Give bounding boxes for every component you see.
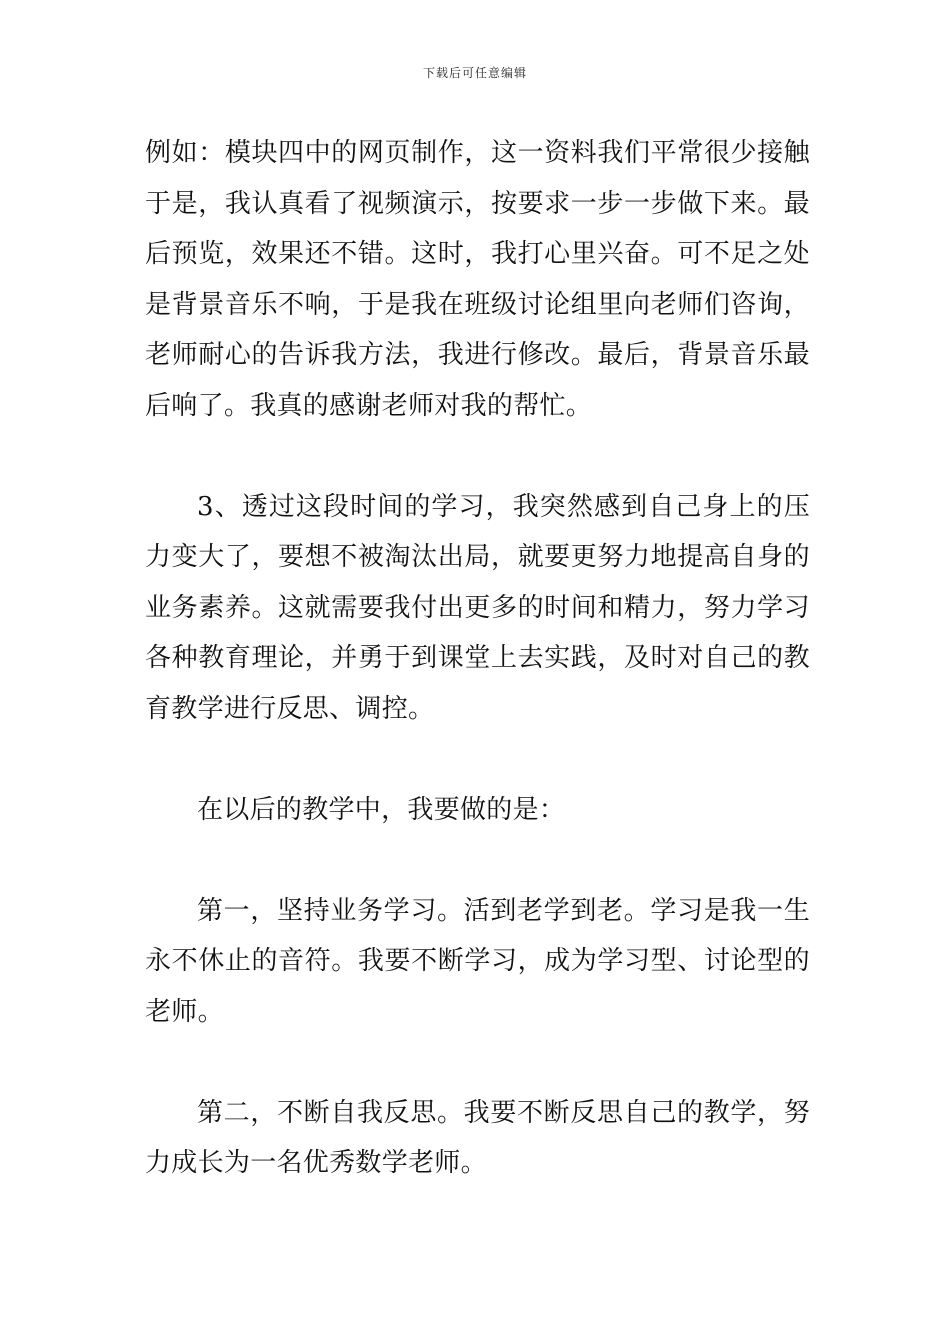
page-header: 下载后可任意编辑 [422,66,527,80]
paragraph-spacer [145,734,810,785]
paragraph-spacer [145,835,810,886]
document-body [145,128,810,1189]
paragraph-module-four-example: 例如：模块四中的网页制作，这一资料我们平常很少接触于是，我认真看了视频演示，按要求一步一步做下来。最后预览，效果还不错。这时，我打心里兴奋。可不足之处是背景音乐不响，于是我在班级讨论组里向老师们咨询，老师耐心的告诉我方法，我进行修改。最后，背景音乐最后响了。我真的感谢老师对我的帮忙。 [145,138,810,421]
paragraph-spacer [145,1037,810,1088]
paragraph-second-point: 第二，不断自我反思。我要不断反思自己的教学，努力成长为一名优秀数学老师。 [145,1097,810,1178]
paragraph-point-three: 3、透过这段时间的学习，我突然感到自己身上的压力变大了，要想不被淘汰出局，就要更努力地提高自身的业务素养。这就需要我付出更多的时间和精力，努力学习各种教育理论，并勇于到课堂上去实践，及时对自己的教育教学进行反思、调控。 [145,491,810,724]
paragraph-future-plan-intro: 在以后的教学中，我要做的是： [197,794,566,825]
paragraph-first-point: 第一，坚持业务学习。活到老学到老。学习是我一生永不休止的音符。我要不断学习，成为学习型、讨论型的老师。 [145,895,810,1027]
paragraph-spacer [145,431,810,482]
